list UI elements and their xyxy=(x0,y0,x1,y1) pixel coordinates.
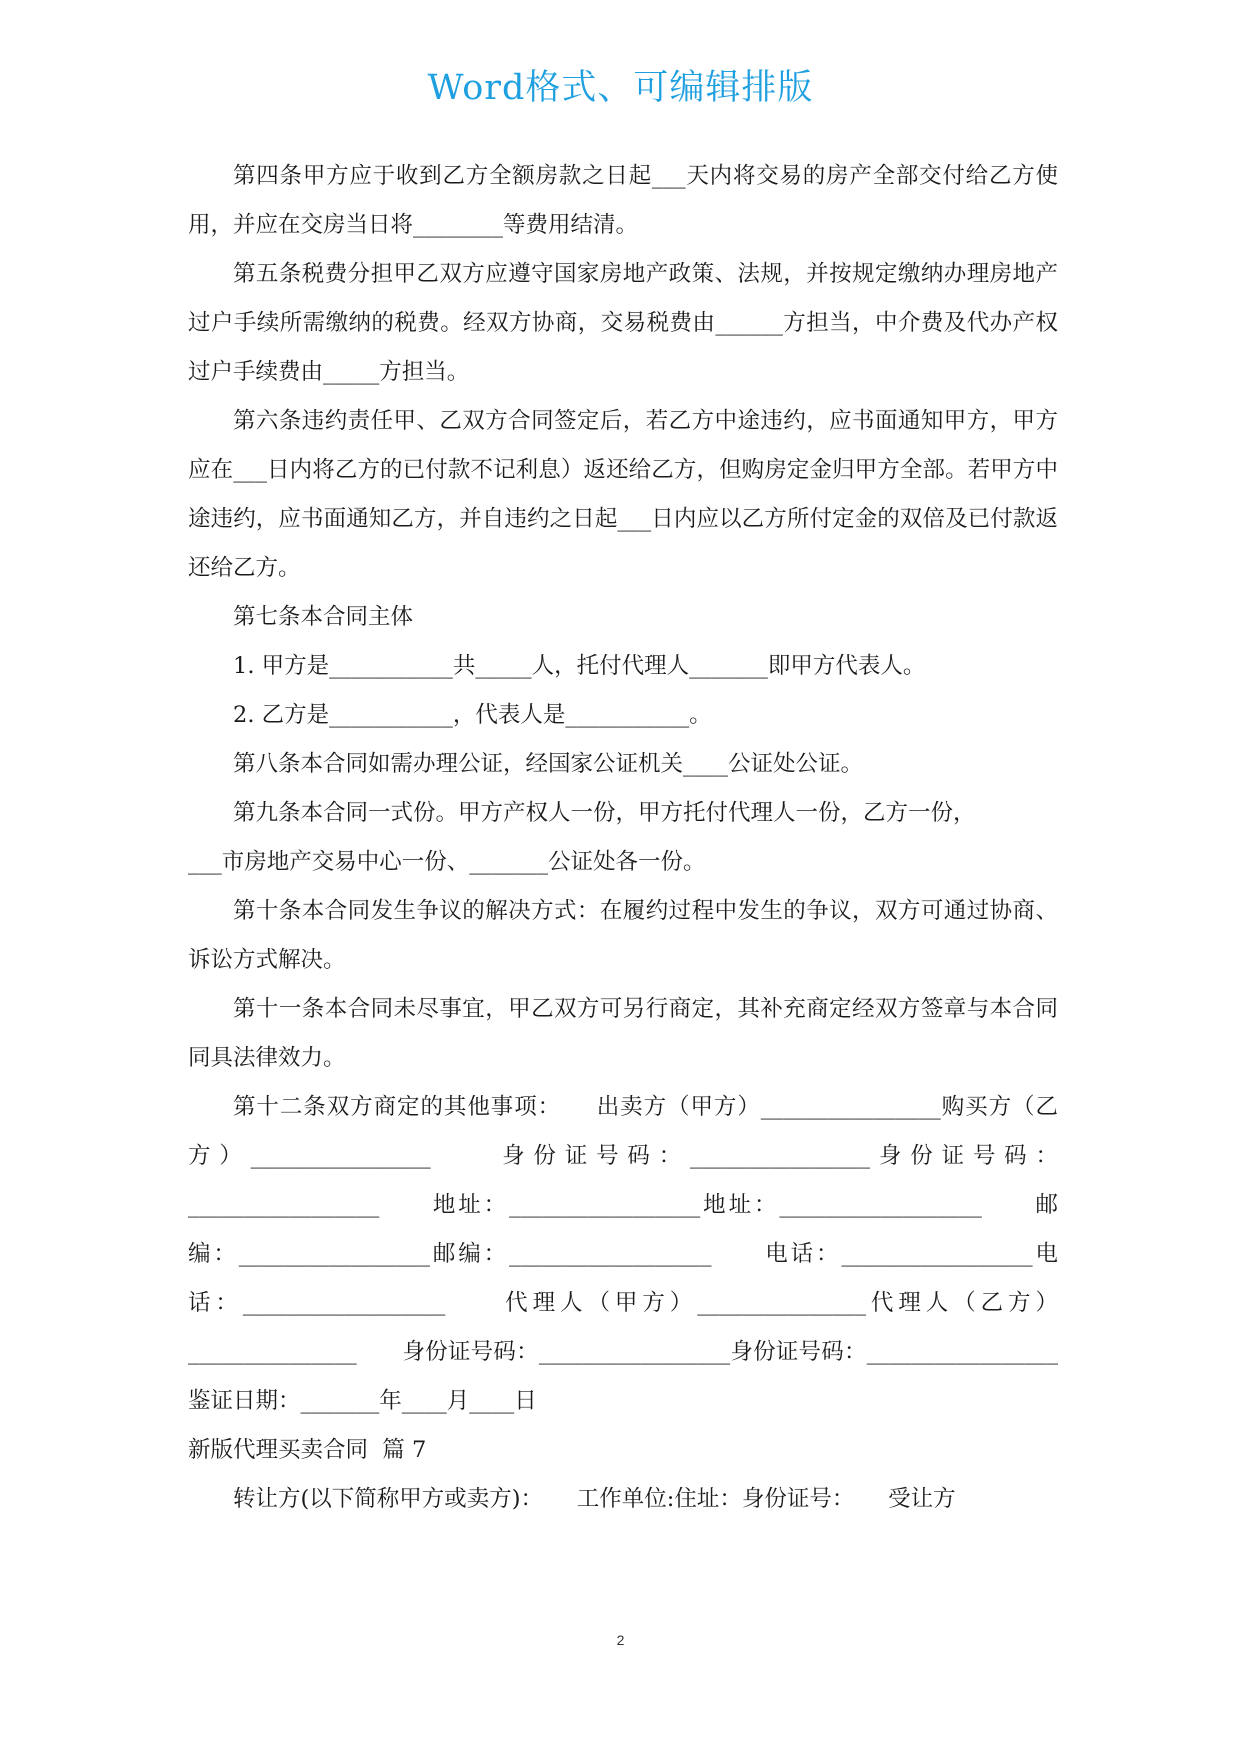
article-5: 第五条税费分担甲乙双方应遵守国家房地产政策、法规，并按规定缴纳办理房地产过户手续所需缴纳的税费。经双方协商，交易税费由______方担当，中介费及代办产权过户手续费由_____方担当。 xyxy=(188,261,1058,385)
section-heading: 新版代理买卖合同 篇 7 xyxy=(188,1437,427,1463)
article-6: 第六条违约责任甲、乙双方合同签定后，若乙方中途违约，应书面通知甲方，甲方应在___日内将乙方的已付款不记利息）返还给乙方，但购房定金归甲方全部。若甲方中途违约，应书面通知乙方，并自违约之日起___日内应以乙方所付定金的双倍及已付款返还给乙方。 xyxy=(188,408,1058,581)
article-12-signature-block: 第十二条双方商定的其他事项： 出卖方（甲方）________________购买方（乙方）________________ 身份证号码：________________身份证号码：_________________ 地址：_________________地址：__________________ 邮编：_________________邮编：__________________ 电话：_________________电话：__________________ 代理人（甲方）_______________代理人（乙方）_______________ 身份证号码：_________________身份证号码：_________________ 鉴证日期：_______年____月____日 xyxy=(188,1094,1104,1414)
article-9-continued: ___市房地产交易中心一份、_______公证处各一份。 xyxy=(188,849,706,875)
page-number: 2 xyxy=(616,1632,625,1648)
article-7-item-1: 1. 甲方是___________共_____人，托付代理人_______即甲方代表人。 xyxy=(233,653,926,679)
article-10: 第十条本合同发生争议的解决方式：在履约过程中发生的争议，双方可通过协商、诉讼方式解决。 xyxy=(188,898,1058,973)
article-7-item-2: 2. 乙方是___________，代表人是___________。 xyxy=(233,702,712,728)
transfer-party-line: 转让方(以下简称甲方或卖方)： 工作单位:住址：身份证号： 受让方 xyxy=(233,1486,956,1512)
article-4: 第四条甲方应于收到乙方全额房款之日起___天内将交易的房产全部交付给乙方使用，并应在交房当日将________等费用结清。 xyxy=(188,163,1058,238)
document-body xyxy=(188,152,1104,1524)
article-11: 第十一条本合同未尽事宜，甲乙双方可另行商定，其补充商定经双方签章与本合同同具法律效力。 xyxy=(188,996,1058,1071)
header-title: Word格式、可编辑排版 xyxy=(427,68,814,108)
article-7-heading: 第七条本合同主体 xyxy=(233,604,414,630)
article-8: 第八条本合同如需办理公证，经国家公证机关____公证处公证。 xyxy=(233,751,864,777)
article-9: 第九条本合同一式份。甲方产权人一份，甲方托付代理人一份，乙方一份， xyxy=(233,800,976,826)
